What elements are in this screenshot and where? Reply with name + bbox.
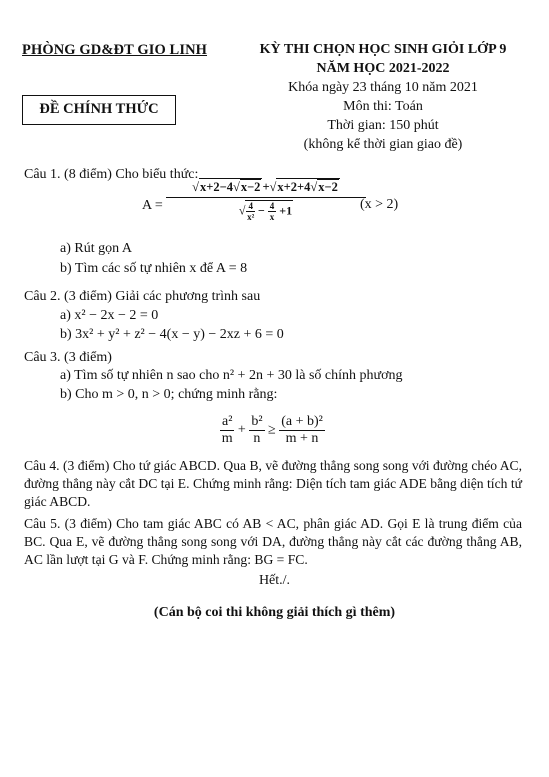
q1-part-a: a) Rút gọn A: [60, 241, 132, 256]
exam-header: [218, 40, 548, 154]
duration-note: (không kể thời gian giao đề): [303, 137, 463, 152]
exam-date: Khóa ngày 23 tháng 10 năm 2021: [288, 80, 478, 95]
q1-formula: [142, 178, 442, 242]
exam-title: KỲ THI CHỌN HỌC SINH GIỎI LỚP 9: [259, 42, 507, 57]
footer-note: (Cán bộ coi thi không giải thích gì thêm): [153, 605, 396, 620]
q3-title: Câu 3. (3 điểm): [24, 350, 112, 365]
q1-denominator: √ $\frac{4}{\text{x²}}$ − $\frac{4}{x}$ +1: [238, 201, 293, 222]
q2-title: Câu 2. (3 điểm) Giải các phương trình sau: [24, 289, 261, 304]
q4-text: Câu 4. (3 điểm) Cho tứ giác ABCD. Qua B, vẽ đường thẳng song song với đường chéo AC, đường thẳng này cắt DC tại E. Chứng minh rằng: Diện tích tam giác ADE bằng diện tích tứ giác ABCD.: [24, 458, 522, 509]
q5-text: Câu 5. (3 điểm) Cho tam giác ABC có AB < AC, phân giác AD. Gọi E là trung điểm của BC. Qua E, vẽ đường thẳng song song với DA, đường thẳng này cắt các đường thẳng AB, AC lần lượt tại G và F. Chứng minh rằng: BG = FC.: [24, 516, 522, 567]
end-marker: Hết./.: [258, 573, 291, 588]
q1-fraction: [166, 178, 366, 222]
q1-part-b: b) Tìm các số tự nhiên x để A = 8: [60, 261, 248, 276]
exam-duration: Thời gian: 150 phút: [327, 118, 439, 133]
q1-condition: (x > 2): [360, 197, 399, 212]
q1-numerator: √x+2−4√x−2 +√x+2+4√x−2: [166, 178, 366, 198]
q3-part-b: b) Cho m > 0, n > 0; chứng minh rằng:: [60, 387, 278, 402]
q2-part-a: a) x² − 2x − 2 = 0: [60, 308, 159, 323]
q3-inequality: $\frac{\text{a²}}{m}$ + $\frac{\text{b²}}{n}$ ≥ $\frac{\text{(a + b)²}}{m + n}$: [221, 414, 323, 446]
exam-subject: Môn thi: Toán: [343, 99, 423, 114]
official-badge: ĐỀ CHÍNH THỨC: [22, 95, 176, 125]
q2-part-b: b) 3x² + y² + z² − 4(x − y) − 2xz + 6 = 0: [60, 327, 284, 342]
q1-lhs: A =: [142, 198, 163, 213]
department-name: PHÒNG GD&ĐT GIO LINH: [22, 42, 208, 58]
q3-part-a: a) Tìm số tự nhiên n sao cho n² + 2n + 30 là số chính phương: [60, 368, 403, 383]
school-year: NĂM HỌC 2021-2022: [316, 61, 450, 76]
q1-title: Câu 1. (8 điểm) Cho biểu thức:: [24, 167, 199, 182]
